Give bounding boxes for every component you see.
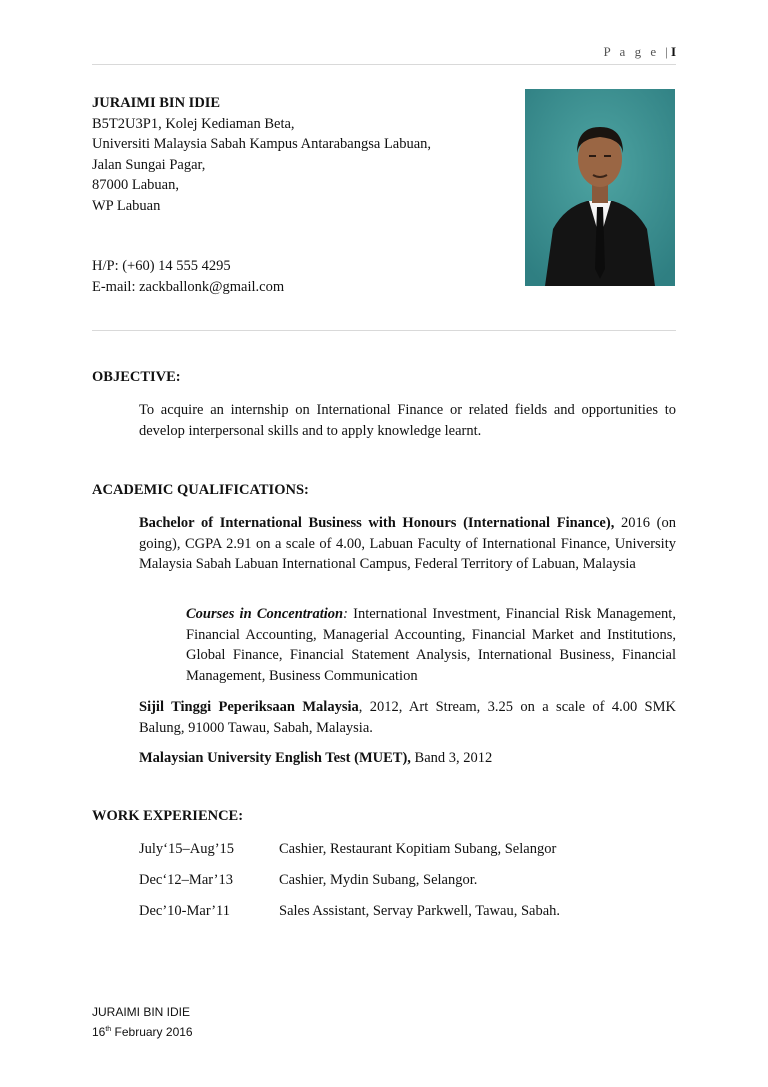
muet-title: Malaysian University English Test (MUET),: [139, 750, 411, 766]
contact-block: [92, 93, 431, 216]
page-number: [604, 44, 676, 60]
muet-details: Band 3, 2012: [410, 750, 493, 766]
work-heading: WORK EXPERIENCE:: [92, 808, 244, 824]
stpm-entry: [139, 697, 676, 738]
email-address: E-mail: zackballonk@gmail.com: [92, 278, 285, 295]
academic-heading: ACADEMIC QUALIFICATIONS:: [92, 482, 309, 498]
contact-divider: [92, 330, 676, 331]
muet-entry: [139, 748, 676, 769]
footer-day-suffix: th: [105, 1026, 112, 1033]
degree-details: 2016 (on going), CGPA 2.91 on a scale of 4.00, Labuan Faculty of International Finance, University Malaysia Sabah Labuan International Campus, Federal Territory of Labuan, Malaysia: [139, 515, 676, 572]
objective-text: To acquire an internship on International Finance or related fields and opportunities to develop interpersonal skills and to apply knowledge learnt.: [139, 402, 676, 439]
address-line: 87000 Labuan,: [92, 177, 179, 193]
address-line: WP Labuan: [92, 197, 161, 214]
page-number-value: I: [670, 44, 676, 59]
footer: [92, 1004, 193, 1041]
profile-photo: [525, 89, 675, 286]
work-date: Dec’10-Mar’11: [139, 903, 230, 919]
address-line: B5T2U3P1, Kolej Kediaman Beta,: [92, 115, 295, 132]
stpm-details: , 2012, Art Stream, 3.25 on a scale of 4.00 SMK Balung, 91000 Tawau, Sabah, Malaysia.: [139, 699, 676, 736]
phone-number: H/P: (+60) 14 555 4295: [92, 258, 231, 274]
work-date: Dec‘12–Mar’13: [139, 872, 233, 888]
footer-name: JURAIMI BIN IDIE: [92, 1005, 191, 1019]
work-description: Cashier, Restaurant Kopitiam Subang, Selangor: [279, 841, 557, 857]
phone-email-block: [92, 256, 284, 297]
objective-heading: OBJECTIVE:: [92, 369, 181, 385]
courses-entry: [186, 604, 676, 686]
degree-entry: [139, 513, 676, 575]
stpm-title: Sijil Tinggi Peperiksaan Malaysia: [139, 699, 359, 715]
work-description: Cashier, Mydin Subang, Selangor.: [279, 872, 478, 888]
footer-date: [92, 1021, 193, 1041]
address-line: Universiti Malaysia Sabah Kampus Antarabangsa Labuan,: [92, 136, 432, 152]
footer-date-rest: February 2016: [111, 1025, 193, 1039]
address-line: Jalan Sungai Pagar,: [92, 156, 206, 173]
footer-day: 16: [92, 1025, 106, 1039]
applicant-name: JURAIMI BIN IDIE: [92, 95, 221, 111]
degree-title: Bachelor of International Business with Honours (International Finance),: [139, 515, 615, 531]
header-divider: [92, 64, 676, 65]
page-label: P a g e |: [603, 44, 671, 59]
work-description: Sales Assistant, Servay Parkwell, Tawau, Sabah.: [279, 903, 561, 919]
courses-list: International Investment, Financial Risk Management, Financial Accounting, Managerial Accounting, Financial Market and Institutions, Global Finance, Financial Statement Analysis, International Business, Financial Management, Business Communication: [186, 606, 676, 684]
courses-label: Courses in Concentration: [186, 606, 344, 622]
work-date: July‘15–Aug’15: [139, 841, 235, 857]
courses-colon: :: [343, 606, 354, 622]
